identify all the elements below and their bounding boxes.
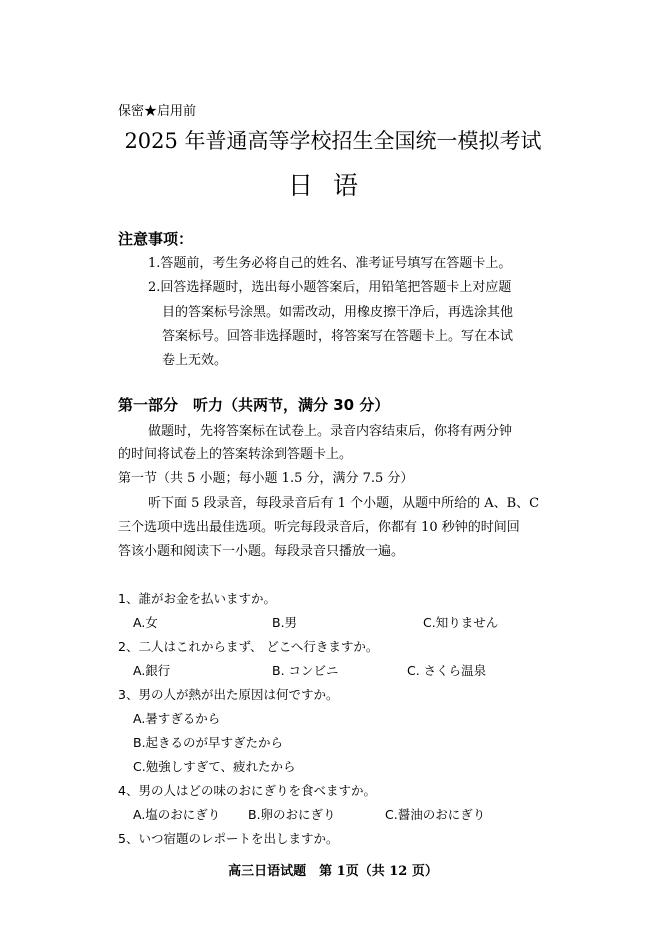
notice-line: 答案标号。回答非选择题时，将答案写在答题卡上。写在本试 xyxy=(162,329,514,344)
section1-heading: 第一节（共 5 小题；每小题 1.5 分，满分 7.5 分） xyxy=(118,471,414,486)
question-3: 3、男の人が熱が出た原因は何ですか。 xyxy=(118,687,339,702)
question-1: 1、誰がお金を払いますか。 xyxy=(118,591,276,606)
question-1-option-a: A.女 xyxy=(133,615,158,630)
page-footer: 高三日语试题 第 1页（共 12 页） xyxy=(228,864,438,879)
notice-line: 卷上无效。 xyxy=(162,353,228,368)
question-2-option-c: C. さくら温泉 xyxy=(407,663,487,678)
part1-intro-line: 做题时，先将答案标在试卷上。录音内容结束后，你将有两分钟 xyxy=(148,424,513,439)
question-4-option-c: C.醤油のおにぎり xyxy=(385,807,486,822)
section1-intro-line: 三个选项中选出最佳选项。听完每段录音后，你都有 10 秒钟的时间回 xyxy=(118,520,520,535)
question-3-option-b: B.起きるのが早すぎたから xyxy=(133,735,284,750)
question-3-option-a: A.暑すぎるから xyxy=(133,711,221,726)
notice-line: 2.回答选择题时，选出每小题答案后，用铅笔把答题卡上对应题 xyxy=(148,280,512,295)
question-4-option-a: A.塩のおにぎり xyxy=(133,807,221,822)
section1-intro-line: 听下面 5 段录音，每段录音后有 1 个小题，从题中所给的 A、B、C xyxy=(148,496,540,511)
notice-heading: 注意事项： xyxy=(118,230,194,248)
confidential-label: 保密★启用前 xyxy=(118,104,197,119)
question-1-option-b: B.男 xyxy=(272,615,298,630)
question-2: 2、二人はこれからまず、 どこへ行きますか。 xyxy=(118,639,379,654)
question-4-option-b: B.卵のおにぎり xyxy=(248,807,336,822)
part1-intro-line: 的时间将试卷上的答案转涂到答题卡上。 xyxy=(118,447,353,462)
question-1-option-c: C.知りません xyxy=(423,615,499,630)
question-2-option-b: B. コンビニ xyxy=(272,663,339,678)
question-4: 4、男の人はどの味のおにぎりを食べますか。 xyxy=(118,783,376,798)
question-5: 5、いつ宿題のレポートを出しますか。 xyxy=(118,831,339,846)
question-3-option-c: C.勉強しすぎて、疲れたから xyxy=(133,759,296,774)
exam-subject: 日语 xyxy=(287,171,378,200)
part1-heading: 第一部分 听力（共两节，满分 30 分） xyxy=(118,396,390,414)
exam-title: 2025 年普通高等学校招生全国统一模拟考试 xyxy=(124,129,542,153)
notice-line: 1.答题前，考生务必将自己的姓名、准考证号填写在答题卡上。 xyxy=(148,256,512,271)
question-2-option-a: A.銀行 xyxy=(133,663,171,678)
section1-intro-line: 答该小题和阅读下一小题。每段录音只播放一遍。 xyxy=(118,544,405,559)
notice-line: 目的答案标号涂黑。如需改动，用橡皮擦干净后，再选涂其他 xyxy=(162,305,514,320)
